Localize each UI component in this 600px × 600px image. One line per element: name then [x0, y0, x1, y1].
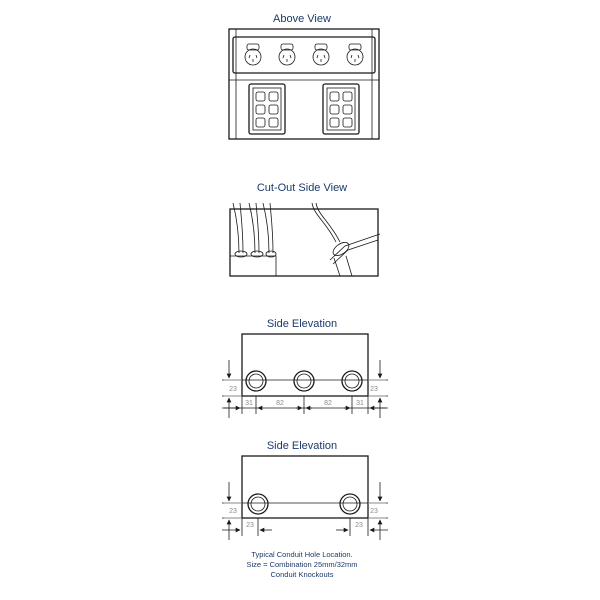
conduit-knockout [294, 371, 314, 391]
conduit-knockout [248, 494, 268, 514]
power-outlet [313, 44, 329, 65]
note-line-3: Conduit Knockouts [270, 570, 334, 579]
dim-offset-right: 23 [355, 522, 363, 529]
dim-height-right: 23 [370, 386, 378, 393]
elevation-1-body [242, 334, 368, 396]
data-module-left [249, 84, 285, 134]
dim-height-left: 23 [229, 386, 237, 393]
conduit-knockout [246, 371, 266, 391]
power-rail [233, 37, 375, 73]
data-module-right [323, 84, 359, 134]
note-line-1: Typical Conduit Hole Location. [251, 550, 353, 559]
cutout-side-view-title: Cut-Out Side View [256, 182, 348, 194]
dim-spacing-b: 82 [324, 400, 332, 407]
side-elevation-2-title: Side Elevation [266, 440, 338, 452]
cutout-side-view-diagram [230, 203, 380, 276]
conduit-knockout [342, 371, 362, 391]
above-view-title: Above View [273, 13, 331, 25]
dim-spacing-a: 82 [276, 400, 284, 407]
above-view-diagram [229, 29, 379, 139]
note-line-2: Size = Combination 25mm/32mm [246, 560, 358, 569]
conduit-knockout [340, 494, 360, 514]
side-elevation-1-title: Side Elevation [266, 318, 338, 330]
power-outlet [347, 44, 363, 65]
dim-offset-right: 31 [356, 400, 364, 407]
power-outlet [279, 44, 295, 65]
power-outlet [245, 44, 261, 65]
elevation-2-body [242, 456, 368, 518]
dim-offset-left: 31 [245, 400, 253, 407]
dim-height-right: 23 [370, 508, 378, 515]
dim-height-left: 23 [229, 508, 237, 515]
dim-offset-left: 23 [246, 522, 254, 529]
